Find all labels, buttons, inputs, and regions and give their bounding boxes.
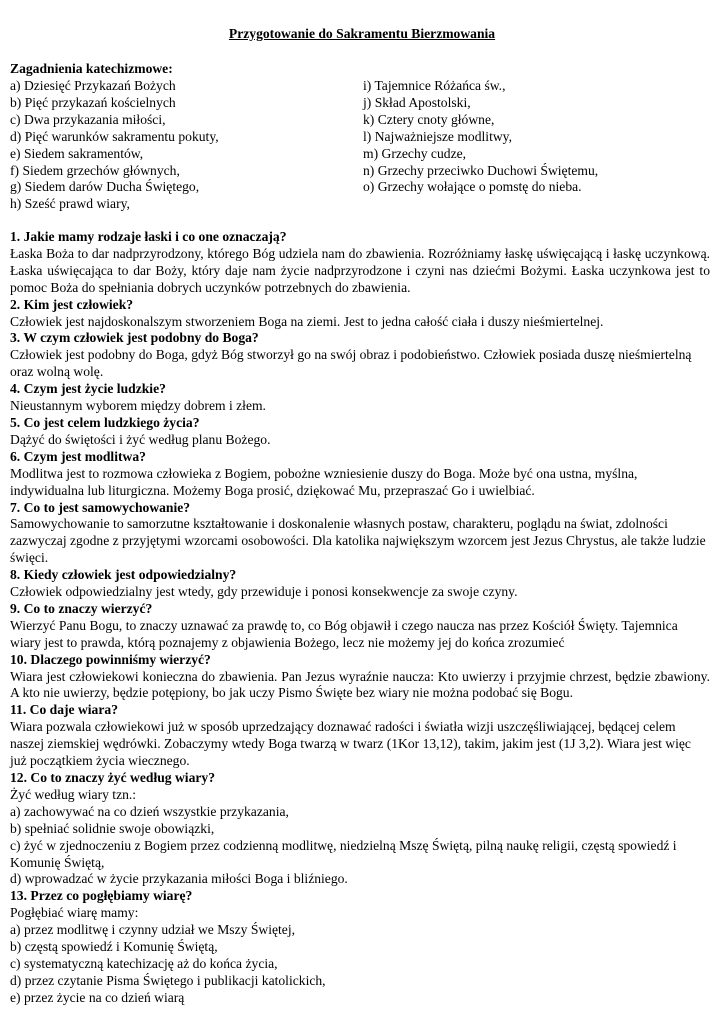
question-heading: 1. Jakie mamy rodzaje łaski i co one oznaczają? (10, 229, 287, 244)
question-block-3 (10, 330, 710, 381)
question-heading: 13. Przez co pogłębiamy wiarę? (10, 888, 193, 904)
topic-item: o) Grzechy wołające o pomstę do nieba. (363, 179, 582, 195)
answer-line: c) systematyczną katechizację aż do końca życia, (10, 955, 278, 971)
topics-column-left (10, 78, 360, 213)
answer-line: d) wprowadzać w życie przykazania miłości Boga i bliźniego. (10, 871, 348, 887)
topic-item: j) Skład Apostolski, (363, 94, 471, 110)
topic-item: l) Najważniejsze modlitwy, (363, 128, 512, 144)
question-heading: 6. Czym jest modlitwa? (10, 448, 146, 464)
topics-heading: Zagadnienia katechizmowe: (10, 61, 173, 76)
answer-text: Modlitwa jest to rozmowa człowieka z Bogiem, pobożne wzniesienie duszy do Boga. Może być ona ustna, myślna, indywidualna lub liturgiczna. Możemy Boga prosić, dziękować Mu, przepraszać Go i uwielbiać. (10, 465, 638, 498)
document-title: Przygotowanie do Sakramentu Bierzmowania (228, 26, 496, 41)
questions-section (10, 229, 710, 1007)
answer-text: Wiara pozwala człowiekowi już w sposób uprzedzający doznawać radości i światła wizji uszczęśliwiającej, będącej celem naszej ziemskiej wędrówki. Zobaczymy wtedy Boga twarzą w twarz (1Kor 13,12), takim, jakim jest (1J 3,2). Wiara jest więc już początkiem życia wiecznego. (10, 719, 691, 769)
answer-line: b) częstą spowiedź i Komunię Świętą, (10, 939, 218, 955)
question-heading: 12. Co to znaczy żyć według wiary? (10, 770, 216, 785)
answer-text: Nieustannym wyborem między dobrem i złem. (10, 398, 266, 414)
question-heading: 2. Kim jest człowiek? (10, 296, 134, 312)
question-block-2 (10, 297, 710, 331)
answer-line: b) spełniać solidnie swoje obowiązki, (10, 820, 215, 836)
topic-item: n) Grzechy przeciwko Duchowi Świętemu, (363, 162, 599, 178)
question-block-12 (10, 770, 710, 888)
topic-item: e) Siedem sakramentów, (10, 145, 144, 161)
answer-line: d) przez czytanie Pisma Świętego i publikacji katolickich, (10, 972, 326, 988)
topic-item: f) Siedem grzechów głównych, (10, 162, 180, 178)
question-block-10 (10, 652, 710, 703)
answer-text: Wiara jest człowiekowi konieczna do zbawienia. Pan Jezus wyraźnie naucza: Kto uwierzy i przyjmie chrzest, będzie zbawiony. A kto nie uwierzy, będzie potępiony, bo jak uczy Pismo Święte bez wiary nie można podobać się Bogu. (10, 668, 710, 701)
question-block-11 (10, 702, 710, 770)
topic-item: d) Pięć warunków sakramentu pokuty, (10, 128, 219, 144)
question-block-6 (10, 449, 710, 500)
topic-item: a) Dziesięć Przykazań Bożych (10, 78, 176, 93)
answer-text: Człowiek odpowiedzialny jest wtedy, gdy przewiduje i ponosi konsekwencje za swoje czyny. (10, 584, 518, 600)
topic-item: c) Dwa przykazania miłości, (10, 111, 166, 127)
question-heading: 4. Czym jest życie ludzkie? (10, 381, 166, 397)
answer-text: Człowiek jest najdoskonalszym stworzeniem Boga na ziemi. Jest to jedna całość ciała i duszy nieśmiertelnej. (10, 313, 604, 329)
answer-text: Wierzyć Panu Bogu, to znaczy uznawać za prawdę to, co Bóg objawił i czego naucza nas przez Kościół Święty. Tajemnica wiary jest to prawda, którą poznajemy z objawienia Bożego, lecz nie możemy jej do końca zrozumieć (10, 617, 678, 650)
question-block-13 (10, 888, 710, 1006)
question-heading: 3. W czym człowiek jest podobny do Boga? (10, 330, 259, 346)
answer-line: Pogłębiać wiarę mamy: (10, 905, 139, 921)
question-heading: 11. Co daje wiara? (10, 702, 118, 718)
topic-item: i) Tajemnice Różańca św., (363, 78, 506, 93)
question-heading: 8. Kiedy człowiek jest odpowiedzialny? (10, 567, 237, 583)
answer-text: Dążyć do świętości i żyć według planu Bożego. (10, 431, 271, 447)
question-heading: 5. Co jest celem ludzkiego życia? (10, 414, 200, 430)
question-block-9 (10, 601, 710, 652)
question-block-1 (10, 229, 710, 297)
question-heading: 7. Co to jest samowychowanie? (10, 499, 191, 515)
topics-column-right (363, 78, 713, 196)
topic-item: b) Pięć przykazań kościelnych (10, 94, 176, 110)
topic-item: g) Siedem darów Ducha Świętego, (10, 179, 200, 195)
answer-text: Samowychowanie to samorzutne kształtowanie i doskonalenie własnych postaw, charakteru, poglądu na świat, zdolności zazwyczaj zgodne z przyjętymi wzorcami osobowości. Dla katolika największym wzorcem jest Jezus Chrystus, ale także ludzie święci. (10, 516, 706, 566)
answer-line: e) przez życie na co dzień wiarą (10, 989, 185, 1005)
question-heading: 9. Co to znaczy wierzyć? (10, 600, 153, 616)
topic-item: k) Cztery cnoty główne, (363, 111, 495, 127)
question-block-8 (10, 567, 710, 601)
answer-line: c) żyć w zjednoczeniu z Bogiem przez codzienną modlitwę, niedzielną Mszę Świętą, pilną naukę religii, częstą spowiedź i Komunię Świętą, (10, 837, 677, 870)
question-block-7 (10, 500, 710, 568)
question-block-5 (10, 415, 710, 449)
answer-line: a) zachowywać na co dzień wszystkie przykazania, (10, 803, 289, 819)
answer-line: Żyć według wiary tzn.: (10, 786, 137, 802)
question-heading: 10. Dlaczego powinniśmy wierzyć? (10, 651, 211, 667)
question-block-4 (10, 381, 710, 415)
topic-item: h) Sześć prawd wiary, (10, 196, 130, 212)
answer-line: a) przez modlitwę i czynny udział we Mszy Świętej, (10, 922, 295, 938)
answer-text: Człowiek jest podobny do Boga, gdyż Bóg stworzył go na swój obraz i podobieństwo. Człowiek posiada duszę nieśmiertelną oraz wolną wolę. (10, 347, 692, 380)
answer-text: Łaska Boża to dar nadprzyrodzony, którego Bóg udziela nam do zbawienia. Rozróżniamy łaskę uświęcającą i łaskę uczynkową. Łaska uświęcająca to dar Boży, który daje nam życie nadprzyrodzone i czyni nas dziećmi Bożymi. Łaska uczynkowa jest to pomoc Boża do spełniania dobrych uczynków potrzebnych do zbawienia. (10, 245, 710, 295)
topic-item: m) Grzechy cudze, (363, 145, 467, 161)
